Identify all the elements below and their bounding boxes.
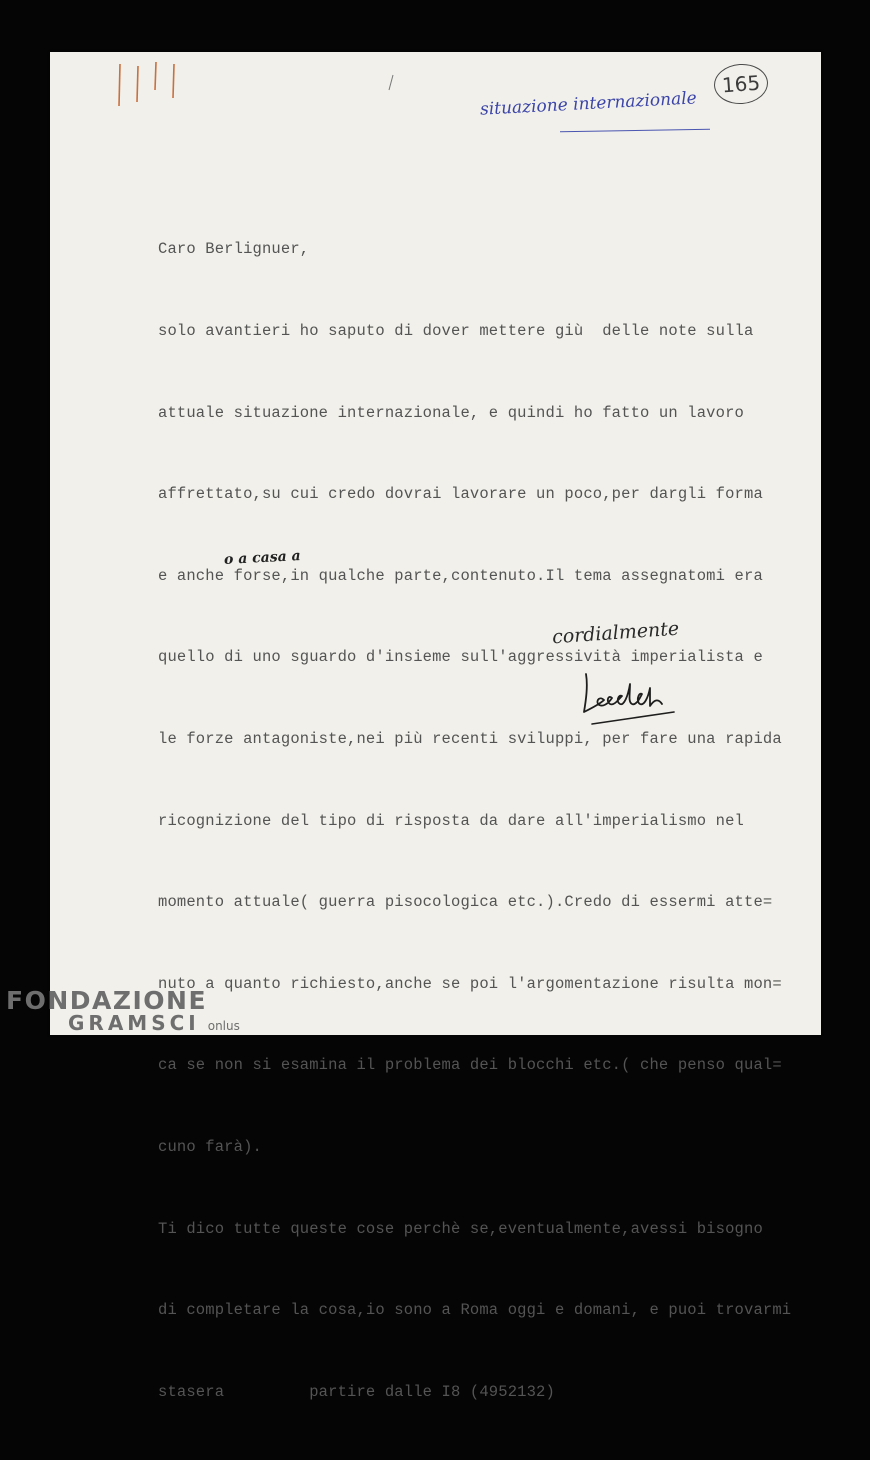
letter-sheet (50, 52, 821, 1401)
letter-line: cuno farà). (158, 1137, 262, 1156)
letter-line: solo avantieri ho saputo di dover mettere giù delle note sulla (158, 322, 754, 340)
letter-line: e anche forse,in qualche parte,contenuto.Il tema assegnatomi era (158, 566, 763, 585)
salutation: Caro Berlignuer, (158, 240, 310, 259)
letter-line: quello di uno sguardo d'insieme sull'aggressività imperialista e (158, 648, 763, 667)
watermark-suffix: onlus (207, 1019, 240, 1033)
closing: cordialmente (551, 617, 680, 649)
letter-line: di completare la cosa,io sono a Roma oggi e domani, e puoi trovarmi (158, 1301, 792, 1320)
letter-line: ca se non si esamina il problema dei blocchi etc.( che penso qual= (158, 1056, 782, 1075)
watermark-line2-text: GRAMSCI (68, 1011, 200, 1035)
watermark-line2 (68, 1011, 240, 1035)
foundation-watermark (6, 986, 240, 1035)
signature (578, 670, 688, 730)
page-number-circled (713, 62, 770, 106)
subject-underline (560, 129, 710, 133)
letter-line: affrettato,su cui credo dovrai lavorare un poco,per dargli forma (158, 485, 763, 504)
handwritten-subject-note: situazione internazionale (479, 88, 698, 120)
letter-body (158, 182, 791, 1460)
handwritten-insert: o a casa a (223, 548, 302, 568)
letter-line: nuto a quanto richiesto,anche se poi l'argomentazione risulta mon= (158, 974, 782, 993)
letter-line: attuale situazione internazionale, e quindi ho fatto un lavoro (158, 403, 744, 422)
letter-line: momento attuale( guerra pisocologica etc.).Credo di essermi atte= (158, 893, 773, 912)
letter-line: stasera partire dalle I8 (4952132) (158, 1382, 555, 1401)
page-number: 165 (721, 70, 761, 98)
stray-pencil-mark (386, 74, 396, 92)
red-pencil-tick-marks (114, 60, 194, 110)
watermark-line1: FONDAZIONE (6, 986, 208, 1015)
letter-line: Ti dico tutte queste cose perchè se,eventualmente,avessi bisogno (158, 1219, 763, 1238)
letter-line: ricognizione del tipo di risposta da dare all'imperialismo nel (158, 811, 744, 830)
letter-line: le forze antagoniste,nei più recenti sviluppi, per fare una rapida (158, 729, 782, 748)
